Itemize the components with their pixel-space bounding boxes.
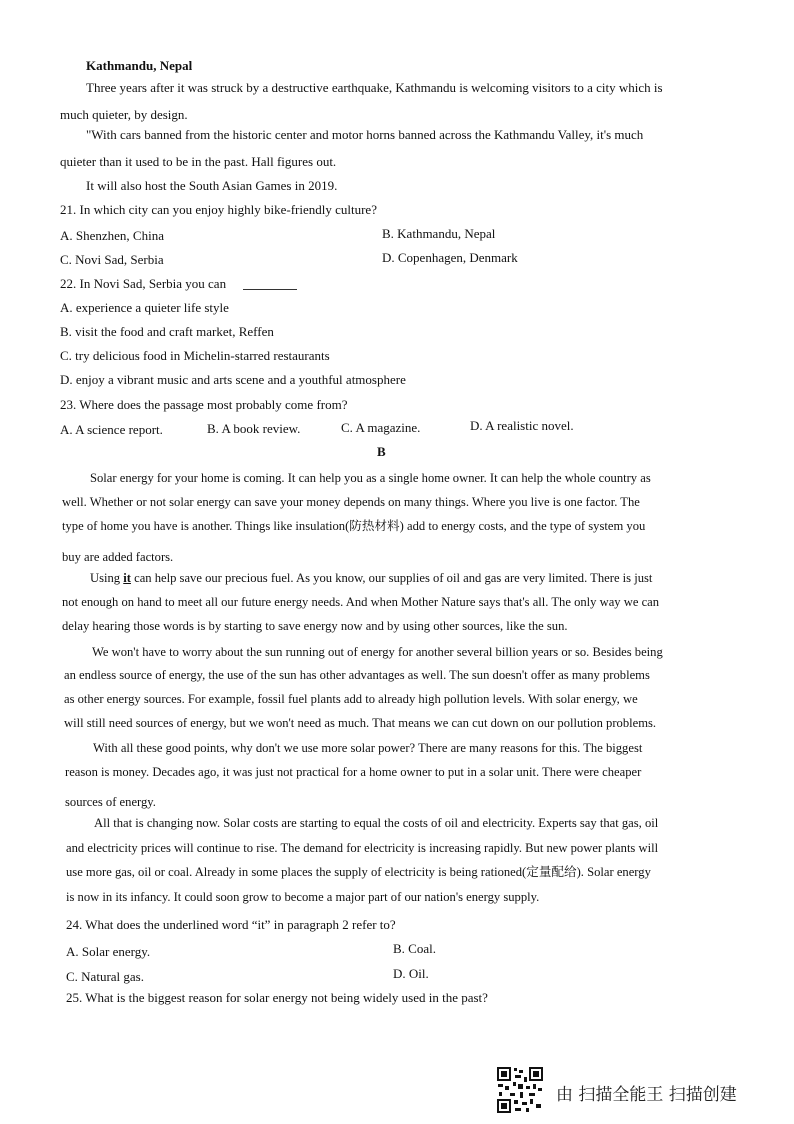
question-23-option-b: B. A book review. — [207, 421, 301, 436]
passage-b-p4-line: sources of energy. — [65, 795, 156, 809]
question-21-option-a: A. Shenzhen, China — [60, 228, 164, 243]
passage-a-line: much quieter, by design. — [60, 107, 188, 122]
passage-b-p2-suffix: can help save our precious fuel. As you know, our supplies of oil and gas are very limited. There is just — [130, 571, 653, 585]
passage-b-p5-line: is now in its infancy. It could soon grow to become a major part of our nation's energy supply. — [66, 890, 540, 904]
passage-b-p5-line: use more gas, oil or coal. Already in some places the supply of electricity is being rationed(定量配给). Solar energy — [66, 865, 651, 879]
watermark-text: 由 扫描全能王 扫描创建 — [556, 1085, 737, 1105]
passage-a-line: "With cars banned from the historic center and motor horns banned across the Kathmandu Valley, it's much — [86, 127, 644, 142]
question-24-option-a: A. Solar energy. — [66, 944, 151, 959]
question-21-option-d: D. Copenhagen, Denmark — [382, 250, 518, 265]
section-b-label: B — [377, 444, 386, 459]
question-22-option-a: A. experience a quieter life style — [60, 300, 229, 315]
passage-b-p4-line: reason is money. Decades ago, it was just not practical for a home owner to put in a solar unit. There were cheaper — [65, 765, 642, 779]
passage-b-p3-line: as other energy sources. For example, fossil fuel plants add to already high pollution levels. With solar energy, we — [64, 692, 638, 706]
passage-b-p3-line: We won't have to worry about the sun running out of energy for another several billion years or so. Besides being — [92, 645, 663, 659]
question-24-stem: 24. What does the underlined word “it” in paragraph 2 refer to? — [66, 917, 396, 932]
question-22-stem: 22. In Novi Sad, Serbia you can — [60, 276, 227, 291]
passage-b-p3-line: will still need sources of energy, but we won't need as much. That means we can cut down on our pollution problems. — [64, 716, 657, 730]
underlined-word-it: it — [123, 571, 131, 585]
question-24-option-b: B. Coal. — [393, 941, 436, 956]
passage-b-p5-line: and electricity prices will continue to rise. The demand for electricity is increasing rapidly. But new power plants will — [66, 841, 659, 855]
passage-b-p2-first-line — [90, 570, 652, 586]
scanner-watermark — [496, 1066, 786, 1114]
question-23-option-d: D. A realistic novel. — [470, 418, 574, 433]
question-21-stem: 21. In which city can you enjoy highly bike-friendly culture? — [60, 202, 377, 217]
passage-b-p2-line: delay hearing those words is by starting to save energy now and by using other sources, like the sun. — [62, 619, 568, 633]
passage-b-p1-line: type of home you have is another. Things like insulation(防热材料) add to energy costs, and the type of system you — [62, 519, 646, 533]
passage-b-p3-line: an endless source of energy, the use of the sun has other advantages as well. The sun doesn't offer as many problems — [64, 668, 650, 682]
question-21-option-b: B. Kathmandu, Nepal — [382, 226, 496, 241]
question-23-option-c: C. A magazine. — [341, 420, 421, 435]
question-22-option-d: D. enjoy a vibrant music and arts scene and a youthful atmosphere — [60, 372, 406, 387]
passage-a-line: Three years after it was struck by a destructive earthquake, Kathmandu is welcoming visitors to a city which is — [86, 80, 663, 95]
passage-b-p5-line: All that is changing now. Solar costs are starting to equal the costs of oil and electricity. Experts say that gas, oil — [94, 816, 659, 830]
passage-b-p4-line: With all these good points, why don't we use more solar power? There are many reasons for this. The biggest — [93, 741, 643, 755]
question-21-option-c: C. Novi Sad, Serbia — [60, 252, 164, 267]
passage-b-p2-prefix: Using — [90, 571, 124, 585]
question-25-stem: 25. What is the biggest reason for solar energy not being widely used in the past? — [66, 990, 488, 1005]
question-24-option-d: D. Oil. — [393, 966, 429, 981]
qr-code-icon — [496, 1066, 544, 1114]
passage-b-p2-line: not enough on hand to meet all our future energy needs. And when Mother Nature says that's all. The only way we can — [62, 595, 660, 609]
question-24-option-c: C. Natural gas. — [66, 969, 144, 984]
question-23-option-a: A. A science report. — [60, 422, 163, 437]
passage-b-p1-line: buy are added factors. — [62, 550, 174, 564]
question-22-option-c: C. try delicious food in Michelin-starred restaurants — [60, 348, 330, 363]
question-23-stem: 23. Where does the passage most probably come from? — [60, 397, 348, 412]
passage-a-heading: Kathmandu, Nepal — [86, 58, 193, 73]
answer-blank — [243, 289, 297, 290]
passage-b-p1-line: well. Whether or not solar energy can save your money depends on many things. Where you live is one factor. The — [62, 495, 640, 509]
passage-a-line: quieter than it used to be in the past. Hall figures out. — [60, 154, 337, 169]
passage-a-line: It will also host the South Asian Games in 2019. — [86, 178, 338, 193]
passage-b-p1-line: Solar energy for your home is coming. It can help you as a single home owner. It can help the whole country as — [90, 471, 651, 485]
question-22-option-b: B. visit the food and craft market, Reffen — [60, 324, 274, 339]
